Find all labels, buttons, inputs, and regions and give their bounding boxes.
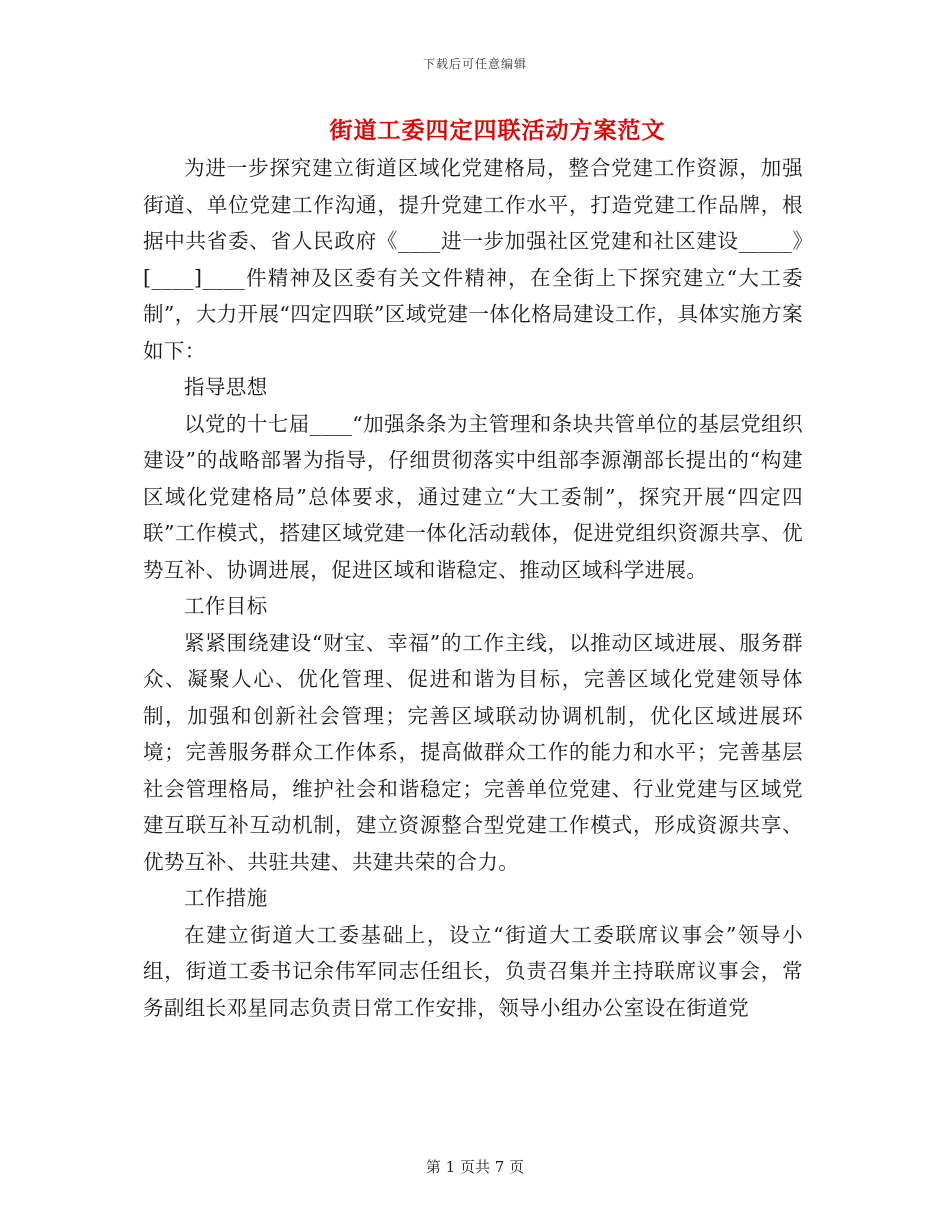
header-note: 下载后可任意编辑 xyxy=(422,57,527,71)
section-heading-guiding-ideology: 指导思想 xyxy=(184,375,268,399)
document-body xyxy=(143,150,803,1026)
paragraph-work-goals: 紧紧围绕建设“财宝、幸福”的工作主线，以推动区域进展、服务群众、凝聚人心、优化管理、促进和谐为目标，完善区域化党建领导体制，加强和创新社会管理；完善区域联动协调机制，优化区域进展环境；完善服务群众工作体系，提高做群众工作的能力和水平；完善基层社会管理格局，维护社会和谐稳定；完善单位党建、行业党建与区域党建互联互补互动机制，建立资源整合型党建工作模式，形成资源共享、优势互补、共驻共建、共建共荣的合力。 xyxy=(143,630,803,874)
paragraph-work-measures: 在建立街道大工委基础上，设立“街道大工委联席议事会”领导小组，街道工委书记余伟军同志任组长，负责召集并主持联席议事会，常务副组长邓星同志负责日常工作安排，领导小组办公室设在街道党 xyxy=(143,922,803,1020)
document-title: 街道工委四定四联活动方案范文 xyxy=(329,117,666,144)
paragraph-guiding-ideology: 以党的十七届____“加强条条为主管理和条块共管单位的基层党组织建设”的战略部署为指导，仔细贯彻落实中组部李源潮部长提出的“构建区域化党建格局”总体要求，通过建立“大工委制”，探究开展“四定四联”工作模式，搭建区域党建一体化活动载体，促进党组织资源共享、优势互补、协调进展，促进区域和谐稳定、推动区域科学进展。 xyxy=(143,411,803,582)
paragraph-intro: 为进一步探究建立街道区域化党建格局，整合党建工作资源，加强街道、单位党建工作沟通，提升党建工作水平，打造党建工作品牌，根据中共省委、省人民政府《____进一步加强社区党建和社区建设_____》[____]____件精神及区委有关文件精神，在全街上下探究建立“大工委制”，大力开展“四定四联”区域党建一体化格局建设工作，具体实施方案如下： xyxy=(143,156,803,363)
page-footer: 第 1 页共 7 页 xyxy=(425,1158,525,1176)
section-heading-work-goals: 工作目标 xyxy=(184,594,268,618)
section-heading-work-measures: 工作措施 xyxy=(184,886,268,910)
